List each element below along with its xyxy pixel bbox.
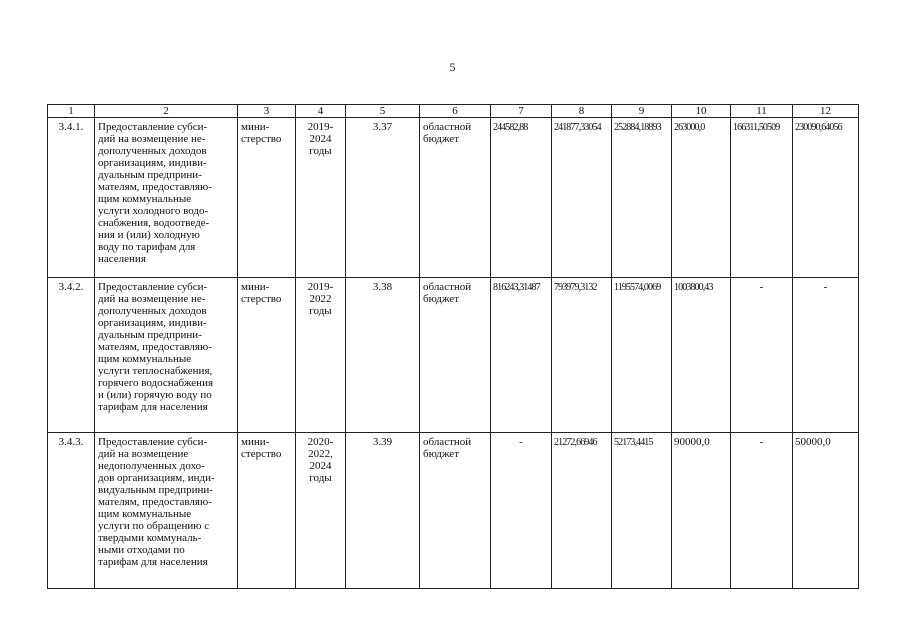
executor-line: мини- — [241, 436, 270, 448]
term-line: 2019- — [307, 121, 334, 133]
value: 50000,0 — [795, 436, 831, 448]
value-cell — [793, 433, 859, 589]
term-line: годы — [309, 472, 332, 484]
description-line: организациям, индиви- — [98, 317, 207, 329]
term-line: годы — [309, 305, 332, 317]
description-line: услуги холодного водо- — [98, 205, 209, 217]
description-line: тарифам для населения — [98, 556, 208, 568]
description-line: недополученных дохо- — [98, 460, 205, 472]
row-description — [95, 118, 238, 278]
value-cell — [491, 118, 552, 278]
term-line: 2020- — [307, 436, 334, 448]
header-cell: 3 — [238, 105, 296, 118]
description-line: Предоставление субси- — [98, 281, 208, 293]
value: - — [759, 281, 764, 293]
description-line: дополученных доходов — [98, 145, 207, 157]
row-source — [420, 433, 491, 589]
description-line: дуальным предприни- — [98, 169, 202, 181]
row-description — [95, 433, 238, 589]
description-line: ными отходами по — [98, 544, 185, 556]
value-cell — [552, 118, 612, 278]
description-line: видуальным предприни- — [98, 484, 213, 496]
description-line: щим коммунальные — [98, 193, 192, 205]
term-line: 2024 — [309, 133, 332, 145]
description-line: воду по тарифам для — [98, 241, 196, 253]
table-row — [48, 433, 859, 589]
row-indicator: 3.39 — [346, 433, 420, 589]
value-cell — [793, 278, 859, 433]
header-cell: 11 — [731, 105, 793, 118]
description-line: дов организациям, инди- — [98, 472, 215, 484]
header-cell: 9 — [612, 105, 672, 118]
source-line: бюджет — [423, 293, 459, 305]
value-cell — [731, 278, 793, 433]
value-cell — [552, 278, 612, 433]
value: 52173,4415 — [614, 437, 653, 448]
executor-line: стерство — [241, 133, 282, 145]
description-line: щим коммунальные — [98, 508, 192, 520]
header-cell: 4 — [296, 105, 346, 118]
description-line: мателям, предоставляю- — [98, 496, 212, 508]
value: 1195574,0069 — [614, 282, 661, 293]
header-cell: 12 — [793, 105, 859, 118]
description-line: ния и (или) холодную — [98, 229, 200, 241]
value-cell — [491, 278, 552, 433]
header-cell: 10 — [672, 105, 731, 118]
description-line: мателям, предоставляю- — [98, 181, 212, 193]
description-line: тарифам для населения — [98, 401, 208, 413]
value-cell — [552, 433, 612, 589]
row-source — [420, 118, 491, 278]
row-number: 3.4.1. — [48, 118, 95, 278]
source-line: областной — [423, 121, 472, 133]
row-term — [296, 433, 346, 589]
description-line: твердыми коммуналь- — [98, 532, 202, 544]
header-cell: 8 — [552, 105, 612, 118]
row-number: 3.4.2. — [48, 278, 95, 433]
value: 793979,3132 — [554, 282, 597, 293]
row-indicator: 3.38 — [346, 278, 420, 433]
row-indicator: 3.37 — [346, 118, 420, 278]
term-line: годы — [309, 145, 332, 157]
value: 90000,0 — [674, 436, 710, 448]
row-executor — [238, 278, 296, 433]
description-line: горячего водоснабжения — [98, 377, 214, 389]
value: 252884,18893 — [614, 122, 661, 133]
row-term — [296, 278, 346, 433]
executor-line: мини- — [241, 121, 270, 133]
executor-line: стерство — [241, 448, 282, 460]
value: 230090,64056 — [795, 122, 842, 133]
value-cell — [612, 118, 672, 278]
header-cell: 1 — [48, 105, 95, 118]
value: 21272,66946 — [554, 437, 597, 448]
value: 816243,31487 — [493, 282, 540, 293]
row-executor — [238, 118, 296, 278]
value: 1003800,43 — [674, 282, 713, 293]
source-line: областной — [423, 436, 472, 448]
description-line: дополученных доходов — [98, 305, 207, 317]
description-line: услуги теплоснабжения, — [98, 365, 213, 377]
row-description — [95, 278, 238, 433]
program-table — [47, 104, 859, 589]
value: - — [519, 436, 523, 448]
description-line: щим коммунальные — [98, 353, 192, 365]
value: - — [759, 436, 764, 448]
source-line: областной — [423, 281, 472, 293]
source-line: бюджет — [423, 133, 459, 145]
description-line: снабжения, водоотведе- — [98, 217, 210, 229]
header-cell: 2 — [95, 105, 238, 118]
page-number: 5 — [449, 60, 456, 74]
value-cell — [612, 278, 672, 433]
description-line: дуальным предприни- — [98, 329, 202, 341]
value-cell — [612, 433, 672, 589]
description-line: организациям, индиви- — [98, 157, 207, 169]
executor-line: мини- — [241, 281, 270, 293]
header-cell: 5 — [346, 105, 420, 118]
header-cell: 6 — [420, 105, 491, 118]
value-cell — [793, 118, 859, 278]
value-cell — [491, 433, 552, 589]
description-line: мателям, предоставляю- — [98, 341, 212, 353]
description-line: дий на возмещение не- — [98, 293, 206, 305]
value: 241877,33054 — [554, 122, 601, 133]
row-executor — [238, 433, 296, 589]
description-line: Предоставление субси- — [98, 436, 208, 448]
term-line: 2022 — [309, 293, 332, 305]
term-line: 2024 — [309, 460, 332, 472]
value-cell — [672, 433, 731, 589]
term-line: 2019- — [307, 281, 334, 293]
value: - — [823, 281, 828, 293]
row-source — [420, 278, 491, 433]
header-row — [48, 105, 859, 118]
value-cell — [731, 433, 793, 589]
table-row — [48, 118, 859, 278]
value: 244582,88 — [493, 122, 528, 133]
description-line: дий на возмещение — [98, 448, 189, 460]
description-line: населения — [98, 253, 146, 265]
table-row — [48, 278, 859, 433]
value-cell — [672, 118, 731, 278]
header-cell: 7 — [491, 105, 552, 118]
row-term — [296, 118, 346, 278]
value-cell — [672, 278, 731, 433]
description-line: Предоставление субси- — [98, 121, 208, 133]
term-line: 2022, — [308, 448, 333, 460]
description-line: услуги по обращению с — [98, 520, 210, 532]
description-line: дий на возмещение не- — [98, 133, 206, 145]
value: 263000,0 — [674, 122, 705, 133]
source-line: бюджет — [423, 448, 459, 460]
row-number: 3.4.3. — [48, 433, 95, 589]
executor-line: стерство — [241, 293, 282, 305]
description-line: и (или) горячую воду по — [98, 389, 212, 401]
value-cell — [731, 118, 793, 278]
value: 166311,50509 — [733, 122, 780, 133]
